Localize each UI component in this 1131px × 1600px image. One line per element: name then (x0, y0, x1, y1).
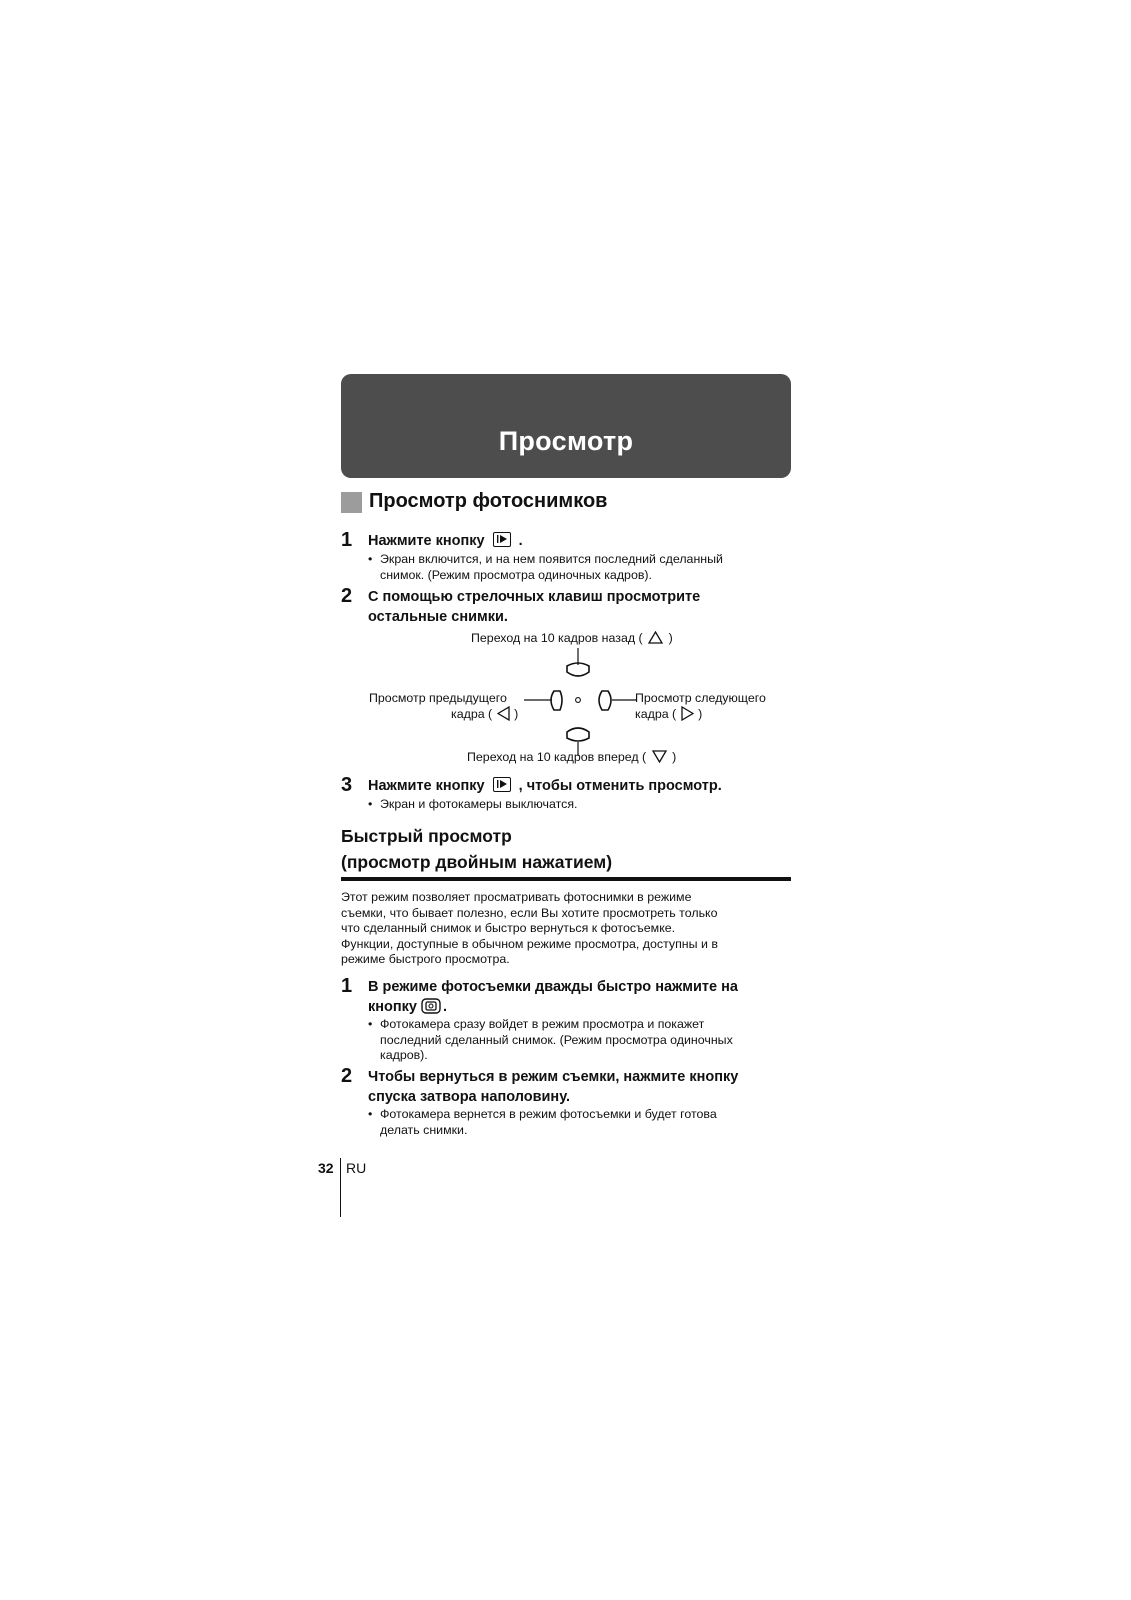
step-instruction (368, 776, 722, 796)
down-key-label (467, 749, 676, 765)
left-key-close: ) (514, 707, 519, 721)
section-marker-icon (341, 492, 362, 513)
step-instruction (368, 531, 523, 551)
step-text: С помощью стрелочных клавиш просмотрите (368, 589, 701, 605)
right-triangle-icon (681, 706, 694, 721)
bullet-line: • Экран включится, и на нем появится последний сделанный (380, 552, 723, 566)
step-instruction (368, 1067, 738, 1107)
bullet-note (368, 797, 578, 813)
step-text: Нажмите кнопку (368, 533, 485, 549)
paragraph-line: Функции, доступные в обычном режиме просмотра, доступны и в (341, 936, 718, 951)
paragraph-line: что сделанный снимок и быстро вернуться к фотосъемке. (341, 921, 676, 936)
right-key-label-line1: Просмотр следующего (635, 691, 766, 705)
paragraph-line: Этот режим позволяет просматривать фотоснимки в режиме (341, 890, 692, 904)
section-title: Просмотр фотоснимков (369, 490, 608, 512)
bullet-line: последний сделанный снимок. (Режим просмотра одиночных (380, 1032, 733, 1047)
paragraph-line: режиме быстрого просмотра. (341, 952, 510, 967)
step-number: 2 (341, 1065, 353, 1087)
step-number: 3 (341, 774, 353, 796)
step-text: остальные снимки. (368, 609, 508, 625)
up-key-close: ) (668, 631, 673, 645)
bullet-line: • Фотокамера сразу войдет в режим просмотра и покажет (380, 1017, 705, 1031)
step-number: 1 (341, 529, 353, 551)
step-text-end: . (442, 999, 447, 1015)
bullet-note (368, 1107, 717, 1138)
playback-button-icon (493, 777, 511, 792)
paragraph-line: съемки, что бывает полезно, если Вы хотите просмотреть только (341, 905, 718, 920)
bullet-note (368, 1017, 733, 1064)
bullet-line: снимок. (Режим просмотра одиночных кадров). (380, 567, 652, 582)
chapter-banner (341, 374, 791, 478)
bullet-line: кадров). (380, 1048, 428, 1062)
bullet-line: • Фотокамера вернется в режим фотосъемки и будет готова (380, 1107, 717, 1121)
step-instruction (368, 587, 700, 627)
left-key-label (451, 706, 518, 722)
step-text: Чтобы вернуться в режим съемки, нажмите кнопку (368, 1069, 739, 1085)
step-text: В режиме фотосъемки дважды быстро нажмите на (368, 979, 738, 995)
bullet-line: делать снимки. (380, 1122, 468, 1137)
step-number: 2 (341, 585, 353, 607)
step-text-end: . (518, 533, 523, 549)
step-instruction (368, 977, 738, 1017)
chapter-title: Просмотр (498, 426, 634, 456)
down-triangle-icon (652, 750, 667, 763)
intro-paragraph (341, 890, 801, 968)
arrow-pad-icon (520, 648, 640, 758)
quick-view-button-icon (421, 998, 441, 1014)
left-key-text: кадра ( (451, 707, 493, 721)
step-text-end: , чтобы отменить просмотр. (518, 778, 722, 794)
down-key-text: Переход на 10 кадров вперед ( (467, 750, 647, 764)
language-code: RU (346, 1160, 367, 1176)
left-triangle-icon (497, 706, 510, 721)
up-key-label (471, 630, 673, 646)
playback-button-icon (493, 532, 511, 547)
step-number: 1 (341, 975, 353, 997)
page-number: 32 (318, 1160, 334, 1176)
right-key-text: кадра ( (635, 707, 677, 721)
right-key-label (635, 706, 702, 722)
step-text: спуска затвора наполовину. (368, 1089, 571, 1105)
step-text: Нажмите кнопку (368, 778, 485, 794)
up-triangle-icon (648, 631, 663, 644)
right-key-close: ) (698, 707, 703, 721)
left-key-label-line1: Просмотр предыдущего (369, 691, 507, 705)
bullet-line: • Экран и фотокамеры выключатся. (380, 797, 578, 811)
bullet-note (368, 552, 723, 583)
up-key-text: Переход на 10 кадров назад ( (471, 631, 643, 645)
subsection-title-line2: (просмотр двойным нажатием) (341, 852, 613, 872)
subsection-title-line1: Быстрый просмотр (341, 826, 512, 846)
subsection-rule (341, 877, 791, 881)
footer-divider (340, 1158, 341, 1217)
step-text: кнопку (368, 999, 417, 1015)
down-key-close: ) (672, 750, 677, 764)
